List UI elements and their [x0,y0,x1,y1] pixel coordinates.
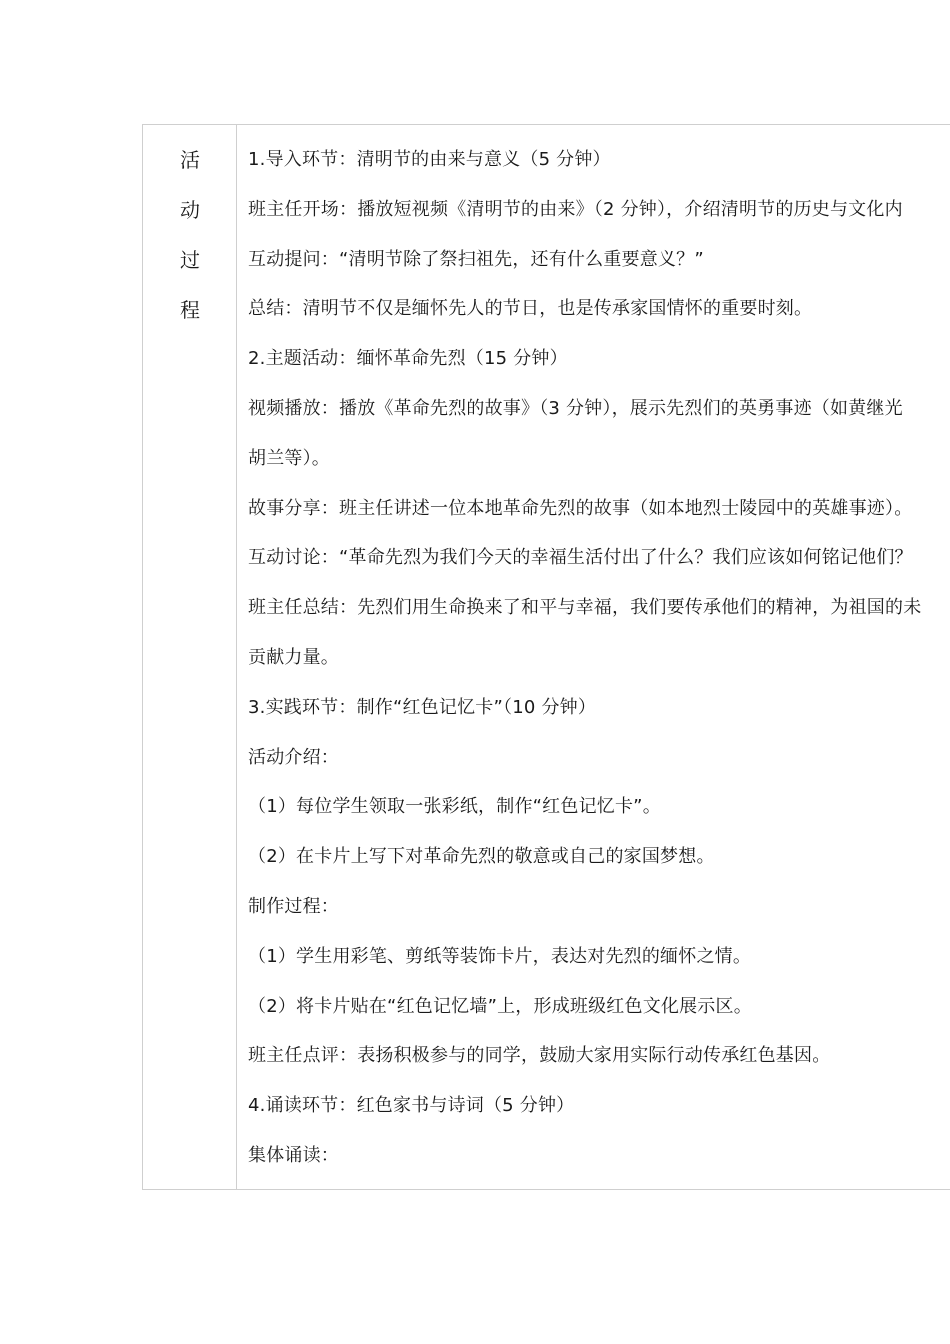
content-line: （1）学生用彩笔、剪纸等装饰卡片，表达对先烈的缅怀之情。 [248,945,752,967]
content-line: 总结：清明节不仅是缅怀先人的节日，也是传承家国情怀的重要时刻。 [248,298,813,320]
content-line: 班主任开场：播放短视频《清明节的由来》（2 分钟），介绍清明节的历史与文化内 [248,198,903,220]
content-line: 故事分享：班主任讲述一位本地革命先烈的故事（如本地烈士陵园中的英雄事迹）。 [248,497,913,519]
activity-table [142,124,950,1190]
section-label-char: 活 [180,148,200,172]
section-label-char: 动 [180,198,200,222]
step-heading: 3.实践环节：制作“红色记忆卡”（10 分钟） [248,696,597,718]
content-line: 班主任总结：先烈们用生命换来了和平与幸福，我们要传承他们的精神，为祖国的未 [248,597,922,619]
section-label-cell [143,125,237,1189]
content-line: 制作过程： [248,895,339,917]
content-line: 班主任点评：表扬积极参与的同学，鼓励大家用实际行动传承红色基因。 [248,1045,831,1067]
step-heading: 4.诵读环节：红色家书与诗词（5 分钟） [248,1095,575,1117]
activity-content-cell [248,148,950,1194]
content-line: 贡献力量。 [248,646,339,668]
content-line: （1）每位学生领取一张彩纸，制作“红色记忆卡”。 [248,796,661,818]
step-heading: 1.导入环节：清明节的由来与意义（5 分钟） [248,149,611,170]
step-heading: 2.主题活动：缅怀革命先烈（15 分钟） [248,348,568,370]
content-line: 胡兰等）。 [248,447,330,469]
section-label-char: 过 [180,248,200,272]
content-line: 集体诵读： [248,1144,339,1166]
content-line: 互动讨论：“革命先烈为我们今天的幸福生活付出了什么？我们应该如何铭记他们？ [248,547,913,569]
content-line: 视频播放：播放《革命先烈的故事》（3 分钟），展示先烈们的英勇事迹（如黄继光 [248,397,903,419]
content-line: （2）将卡片贴在“红色记忆墙”上，形成班级红色文化展示区。 [248,995,752,1017]
content-line: 互动提问：“清明节除了祭扫祖先，还有什么重要意义？” [248,248,704,270]
content-line: 活动介绍： [248,746,339,768]
section-label-char: 程 [180,298,200,322]
content-line: （2）在卡片上写下对革命先烈的敬意或自己的家国梦想。 [248,846,715,868]
